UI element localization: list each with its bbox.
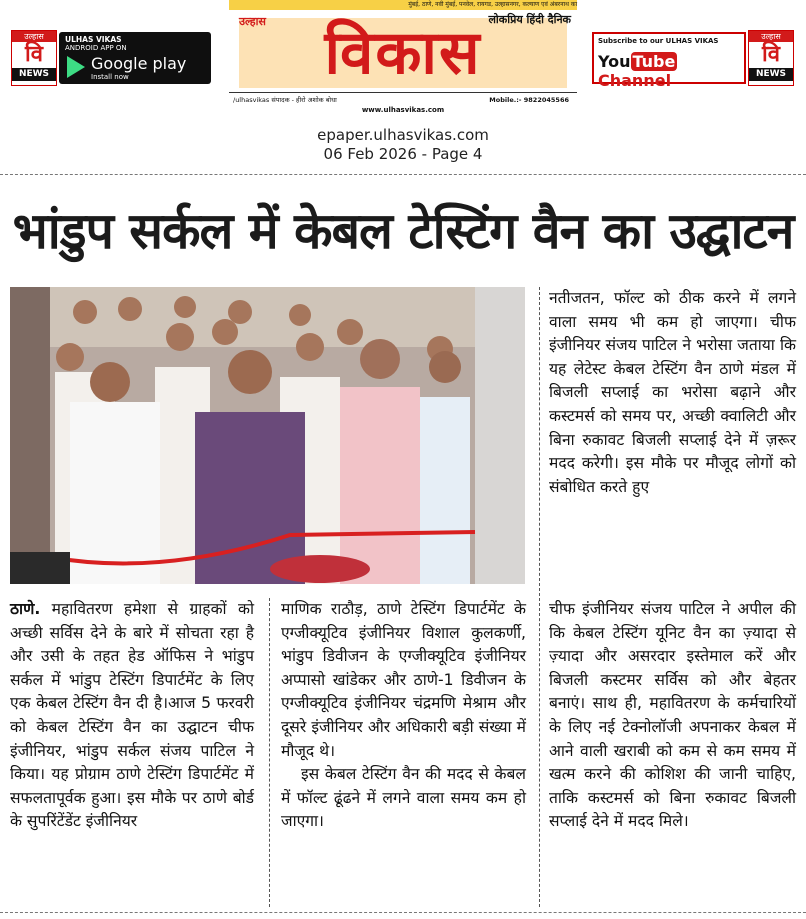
epaper-site-url: epaper.ulhasvikas.com (317, 126, 489, 144)
google-play-button[interactable] (59, 32, 211, 84)
news-photo (10, 287, 525, 584)
youtube-logo-icon: You Tube Channel (598, 52, 676, 90)
column-divider (539, 287, 540, 907)
store-name: Google play (91, 54, 187, 73)
android-app-badge[interactable] (11, 30, 211, 86)
youtube-channel-badge[interactable] (592, 30, 796, 90)
subscribe-text: Subscribe to our ULHAS VIKAS (598, 37, 719, 45)
social-handle: /ulhasvikas संपादक - हीरो अशोक बोधा (233, 96, 337, 104)
masthead-website: www.ulhasvikas.com (361, 106, 445, 114)
column-divider (269, 598, 270, 907)
article-column-1 (10, 598, 254, 834)
article-paragraph: इस केबल टेस्टिंग वैन की मदद से केबल में फॉल्ट ढूंढने में लगने वाला समय कम हो जाएगा। (281, 765, 526, 831)
masthead-info-row (229, 92, 577, 107)
article-paragraph: माणिक राठौड़, ठाणे टेस्टिंग डिपार्टमेंट के एग्जीक्यूटिव इंजीनियर विशाल कुलकर्णी, भांडुप डिवीजन के एग्जीक्यूटिव इंजीनियर अप्पासो खांडेकर और ठाणे-1 डिवीजन के एग्जीक्यूटिव इंजीनियर चंद्रमणि मेश्राम और दूसरे इंजीनियर और अधिकारी बड़ी संख्या में मौजूद थे। (281, 600, 526, 760)
masthead-logo (239, 18, 567, 88)
article-paragraph: ठाणे. महावितरण हमेशा से ग्राहकों को अच्छी सर्विस देने के बारे में सोचता रहा है और उसी के तहत हेड ऑफिस ने भांडुप सर्कल में भांडुप टेस्टिंग डिपार्टमेंट के लिए एक केबल टेस्टिंग वैन दी है।आज 5 फरवरी को केबल टेस्टिंग वैन का उद्घाटन चीफ इंजीनियर, भांडुप सर्कल संजय पाटिल ने किया। यह प्रोग्राम ठाणे टेस्टिंग डिपार्टमेंट में सफलतापूर्वक हुआ। इस मौके पर ठाणे बोर्ड के सुपरिंटेंडेंट इंजीनियर (10, 600, 254, 831)
photo-ribbon-cutting-icon (10, 287, 525, 584)
youtube-subscribe-button[interactable] (592, 32, 746, 90)
article-paragraph: चीफ इंजीनियर संजय पाटिल ने अपील की कि केबल टेस्टिंग यूनिट वैन का ज़्यादा से ज़्यादा और असरदार इस्तेमाल करें और बिजली कस्टमर सर्विस को और बेहतर बनाएं। साथ ही, महावितरण के कर्मचारियों के लिए नई टेक्नोलॉजी अपनाकर केबल में आने वाली खराबी को कम से कम समय में खत्म करने की कोशिश की जानी चाहिए, ताकि कस्टमर्स को बिना रुकावट बिजली सप्लाई देने में मदद मिले। (549, 600, 796, 831)
masthead-prefix: उल्हास (239, 15, 266, 28)
google-play-icon (67, 56, 85, 78)
edition-date-page: 06 Feb 2026 - Page 4 (323, 145, 483, 163)
android-app-text: ANDROID APP ON (65, 44, 127, 52)
article-column-2 (281, 598, 526, 834)
install-text: Install now (91, 73, 129, 81)
article-column-3 (549, 598, 796, 834)
article-paragraph: नतीजतन, फॉल्ट को ठीक करने में लगने वाला समय भी कम हो जाएगा। चीफ इंजीनियर संजय पाटिल ने भरोसा जताया कि यह लेटेस्ट केबल टेस्टिंग वैन ठाणे मंडल में बिजली सप्लाई का भरोसा बढ़ाने और कस्टमर्स को समय पर, अच्छी क्वालिटी और बिना रुकावट बिजली सप्लाई देने में ज़रूर मदद करेगी। इस मौके पर मौजूद लोगों को संबोधित करते हुए (549, 289, 796, 496)
mobile-number: Mobile.:- 9822045566 (489, 96, 569, 104)
article-headline: भांडुप सर्कल में केबल टेस्टिंग वैन का उद्घाटन (12, 202, 794, 260)
masthead-tagline: लोकप्रिय हिंदी दैनिक (488, 13, 571, 26)
article-column-top-right (549, 287, 796, 499)
masthead-cities: मुंबई, ठाणे, नवी मुंबई, पनवेल, रायगड, उल्हासनगर, कल्याण एवं अंबरनाथ का (229, 0, 577, 10)
newspaper-masthead (229, 0, 577, 118)
header-divider (0, 174, 806, 175)
brand-name: ULHAS VIKAS (65, 35, 122, 44)
footer-divider (0, 912, 806, 913)
article-dateline: ठाणे. (10, 600, 41, 618)
news-logo-icon: उल्हास वि NEWS (11, 30, 57, 86)
news-logo-icon: उल्हास वि NEWS (748, 30, 794, 86)
masthead-title: विकास (324, 18, 482, 88)
